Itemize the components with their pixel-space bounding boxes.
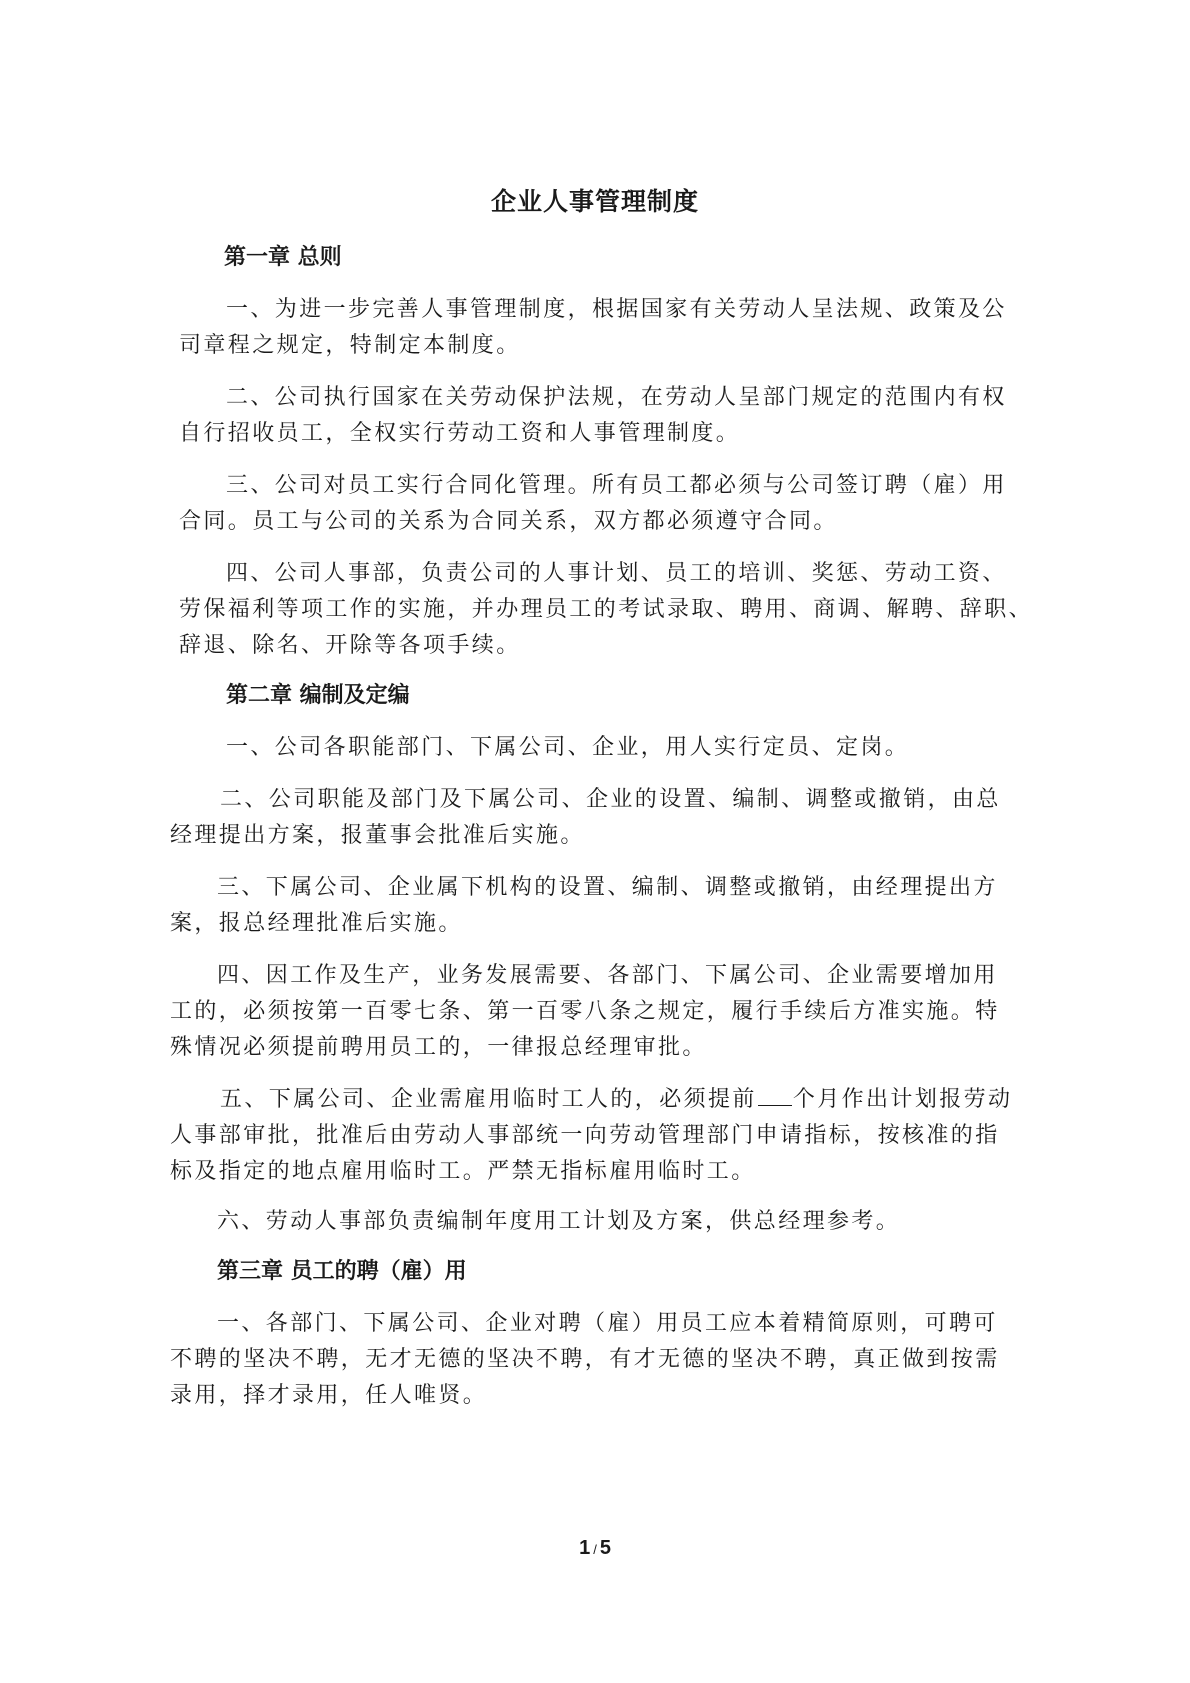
paragraph-text: 个月作出计划报劳动 <box>792 1087 1013 1112</box>
page-number <box>0 1537 1190 1560</box>
paragraph-line: 辞退、除名、开除等各项手续。 <box>179 633 521 658</box>
paragraph-line: 司章程之规定，特制定本制度。 <box>179 333 521 358</box>
paragraph-line: 二、公司执行国家在关劳动保护法规，在劳动人呈部门规定的范围内有权 <box>226 385 1007 410</box>
chapter-heading-1: 第一章 总则 <box>224 244 342 270</box>
paragraph-text: 五、下属公司、企业需雇用临时工人的，必须提前 <box>220 1087 757 1112</box>
paragraph-line: 殊情况必须提前聘用员工的，一律报总经理审批。 <box>170 1035 707 1060</box>
paragraph-line: 一、为进一步完善人事管理制度，根据国家有关劳动人呈法规、政策及公 <box>226 297 1007 322</box>
paragraph-line: 一、各部门、下属公司、企业对聘（雇）用员工应本着精简原则，可聘可 <box>217 1311 998 1336</box>
paragraph-line: 案，报总经理批准后实施。 <box>170 911 463 936</box>
paragraph-line: 四、公司人事部，负责公司的人事计划、员工的培训、奖惩、劳动工资、 <box>226 561 1007 586</box>
paragraph-line: 二、公司职能及部门及下属公司、企业的设置、编制、调整或撤销，由总 <box>220 787 1001 812</box>
paragraph-line: 经理提出方案，报董事会批准后实施。 <box>170 823 585 848</box>
paragraph-line <box>220 1082 1012 1113</box>
fill-in-blank <box>758 1085 792 1106</box>
paragraph-line: 三、公司对员工实行合同化管理。所有员工都必须与公司签订聘（雇）用 <box>226 473 1007 498</box>
paragraph-line: 工的，必须按第一百零七条、第一百零八条之规定，履行手续后方准实施。特 <box>170 999 1000 1024</box>
paragraph-line: 人事部审批，批准后由劳动人事部统一向劳动管理部门申请指标，按核准的指 <box>170 1123 1000 1148</box>
paragraph-line: 不聘的坚决不聘，无才无德的坚决不聘，有才无德的坚决不聘，真正做到按需 <box>170 1347 1000 1372</box>
chapter-heading-2: 第二章 编制及定编 <box>226 682 410 708</box>
paragraph-line: 劳保福利等项工作的实施，并办理员工的考试录取、聘用、商调、解聘、辞职、 <box>179 597 1034 622</box>
paragraph-line: 六、劳动人事部负责编制年度用工计划及方案，供总经理参考。 <box>217 1209 901 1234</box>
paragraph-line: 一、公司各职能部门、下属公司、企业，用人实行定员、定岗。 <box>226 735 910 760</box>
document-title: 企业人事管理制度 <box>490 187 699 216</box>
paragraph-line: 自行招收员工，全权实行劳动工资和人事管理制度。 <box>179 421 741 446</box>
paragraph-line: 标及指定的地点雇用临时工。严禁无指标雇用临时工。 <box>170 1159 756 1184</box>
chapter-heading-3: 第三章 员工的聘（雇）用 <box>217 1258 467 1284</box>
page-separator: / <box>593 1542 597 1557</box>
paragraph-line: 四、因工作及生产，业务发展需要、各部门、下属公司、企业需要增加用 <box>217 963 998 988</box>
current-page: 1 <box>579 1537 591 1559</box>
paragraph-line: 录用，择才录用，任人唯贤。 <box>170 1383 488 1408</box>
paragraph-line: 三、下属公司、企业属下机构的设置、编制、调整或撤销，由经理提出方 <box>217 875 998 900</box>
total-pages: 5 <box>599 1537 611 1559</box>
paragraph-line: 合同。员工与公司的关系为合同关系，双方都必须遵守合同。 <box>179 509 838 534</box>
